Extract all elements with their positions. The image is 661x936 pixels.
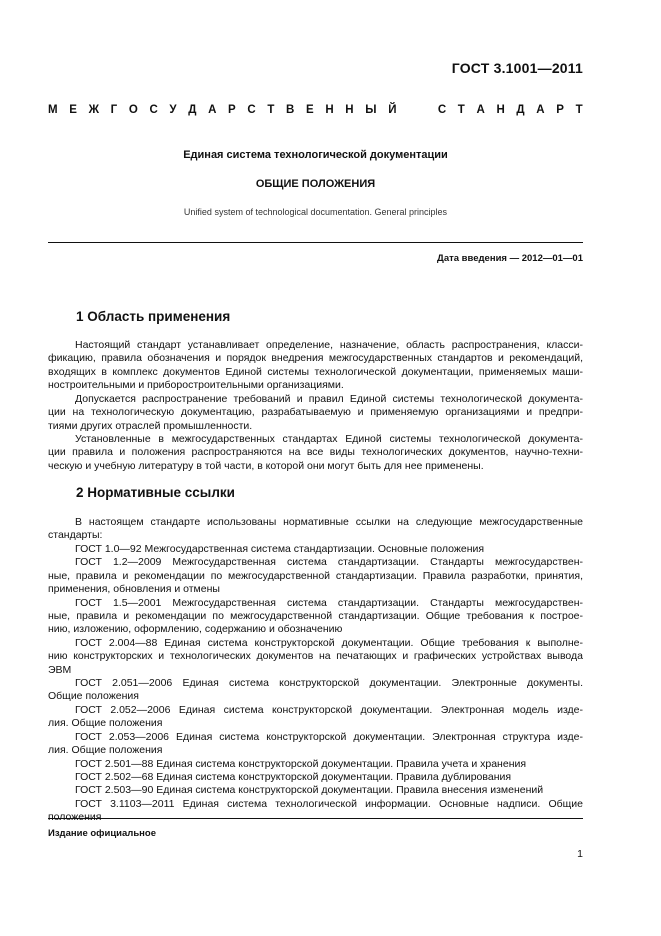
text-line: нию конструкторских и технологических документов на печатающих и графических устройствах вывода (48, 650, 583, 663)
reference-item (48, 784, 583, 797)
heading-letter (423, 104, 426, 116)
reference-item (48, 637, 583, 677)
text-line: ции на технологическую документацию, разрабатываемую и применяемую организациями и предпри- (48, 406, 583, 419)
text-line: ГОСТ 2.051—2006 Единая система конструкторской документации. Электронные документы. (75, 677, 583, 690)
bottom-divider (48, 818, 583, 819)
reference-item (48, 543, 583, 556)
text-line: тиями других отраслей промышленности. (48, 419, 253, 432)
system-title: Единая система технологической документации (183, 149, 448, 161)
text-line: ГОСТ 2.053—2006 Единая система конструкторской документации. Электронная структура изде- (75, 730, 583, 743)
heading-letter: С (149, 104, 158, 116)
text-line: ГОСТ 1.2—2009 Межгосударственная система стандартизации. Стандарты межгосударствен- (75, 556, 583, 569)
heading-letter: Ж (88, 104, 99, 116)
reference-item (48, 771, 583, 784)
heading-letter: Ы (365, 104, 377, 116)
heading-letter: А (476, 104, 485, 116)
text-line: ГОСТ 2.503—90 Единая система конструкторской документации. Правила внесения изменений (75, 784, 544, 797)
heading-letter: Е (306, 104, 314, 116)
heading-letter: Д (188, 104, 197, 116)
text-line: Установленные в межгосударственных стандартах Единой системы технологической документа- (75, 433, 583, 445)
heading-letter: С (247, 104, 256, 116)
text-line: В настоящем стандарте использованы нормативные ссылки на следующие межгосударственные (75, 516, 583, 528)
heading-letter: Е (69, 104, 77, 116)
reference-item (48, 677, 583, 704)
heading-letter: Т (267, 104, 275, 116)
text-line: ческую и учебную литературу в той части, в которой они могут быть для нее применены. (48, 459, 484, 472)
text-line: Настоящий стандарт устанавливает определение, назначение, область распространения, класси- (75, 339, 583, 351)
text-line: лия. Общие положения (48, 744, 163, 757)
document-code: ГОСТ 3.1001—2011 (451, 60, 583, 76)
heading-letter: Д (516, 104, 525, 116)
text-line: нию, изложению, оформлению, содержанию и обозначению (48, 623, 343, 636)
text-line: стандарты: (48, 529, 103, 542)
text-line: ные, правила и рекомендации по межгосударственной стандартизации. Правила разработки, принятия, (48, 569, 583, 582)
section-2-intro (48, 516, 583, 543)
heading-letter: Н (496, 104, 505, 116)
heading-letter: Т (457, 104, 465, 116)
top-divider (48, 242, 583, 243)
text-line: положения (48, 811, 102, 824)
page-number: 1 (577, 848, 583, 860)
heading-letter (408, 104, 411, 116)
edition-label: Издание официальное (48, 828, 156, 839)
heading-letter: У (169, 104, 177, 116)
heading-letter: С (437, 104, 447, 116)
text-line: ные, правила и рекомендации по межгосударственной стандартизации. Общие требования к построе- (48, 610, 583, 623)
text-line: лия. Общие положения (48, 717, 163, 730)
standard-type-heading (48, 104, 583, 116)
heading-letter: А (208, 104, 217, 116)
section-1-paragraph-3 (48, 433, 583, 473)
text-line: ГОСТ 2.052—2006 Единая система конструкторской документации. Электронная модель изде- (75, 703, 583, 716)
section-2-heading: 2 Нормативные ссылки (76, 485, 235, 500)
text-line: фикацию, правила обозначения и порядок внедрения межгосударственных стандартов и рекомендаций, (48, 352, 583, 365)
text-line: ции правила и положения распространяются на все виды технологических документов, научно-техни- (48, 446, 583, 459)
text-line: применения, обновления и отмены (48, 583, 220, 596)
reference-item (48, 798, 583, 825)
heading-letter: Н (325, 104, 334, 116)
english-title: Unified system of technological documentation. General principles (183, 207, 448, 217)
section-1-paragraph-1 (48, 339, 583, 393)
text-line: Общие положения (48, 690, 139, 703)
heading-letter: М (48, 104, 58, 116)
reference-item (48, 704, 583, 731)
heading-letter: А (536, 104, 545, 116)
heading-letter: Г (110, 104, 118, 116)
introduction-date: Дата введения — 2012—01—01 (437, 253, 583, 264)
text-line: входящих в комплекс документов Единой системы технологической документации, применяемых маши- (48, 365, 583, 378)
text-line: ГОСТ 1.0—92 Межгосударственная система стандартизации. Основные положения (75, 543, 485, 555)
section-1-heading: 1 Область применения (76, 309, 231, 324)
reference-item (48, 731, 583, 758)
reference-item (48, 597, 583, 637)
heading-letter: Н (345, 104, 354, 116)
heading-letter: О (128, 104, 138, 116)
text-line: ГОСТ 1.5—2001 Межгосударственная система стандартизации. Стандарты межгосударствен- (75, 596, 583, 609)
heading-letter: Т (575, 104, 583, 116)
heading-letter: Й (388, 104, 397, 116)
reference-item (48, 556, 583, 596)
text-line: Допускается распространение требований и правил Единой системы технологической документа- (75, 393, 583, 405)
text-line: ГОСТ 2.004—88 Единая система конструкторской документации. Общие требования к выполне- (75, 636, 583, 649)
text-line: ГОСТ 2.502—68 Единая система конструкторской документации. Правила дублирования (75, 770, 512, 783)
heading-letter: Р (556, 104, 564, 116)
text-line: ГОСТ 3.1103—2011 Единая система технологической информации. Основные надписи. Общие (75, 797, 583, 810)
text-line: ЭВМ (48, 663, 72, 676)
reference-item (48, 758, 583, 771)
heading-letter: В (286, 104, 295, 116)
text-line: ГОСТ 2.501—88 Единая система конструкторской документации. Правила учета и хранения (75, 757, 527, 770)
section-1-paragraph-2 (48, 393, 583, 433)
document-title: ОБЩИЕ ПОЛОЖЕНИЯ (255, 178, 376, 190)
heading-letter: Р (228, 104, 236, 116)
text-line: ностроительными и приборостроительными организациями. (48, 379, 344, 392)
normative-references-list (48, 543, 583, 825)
